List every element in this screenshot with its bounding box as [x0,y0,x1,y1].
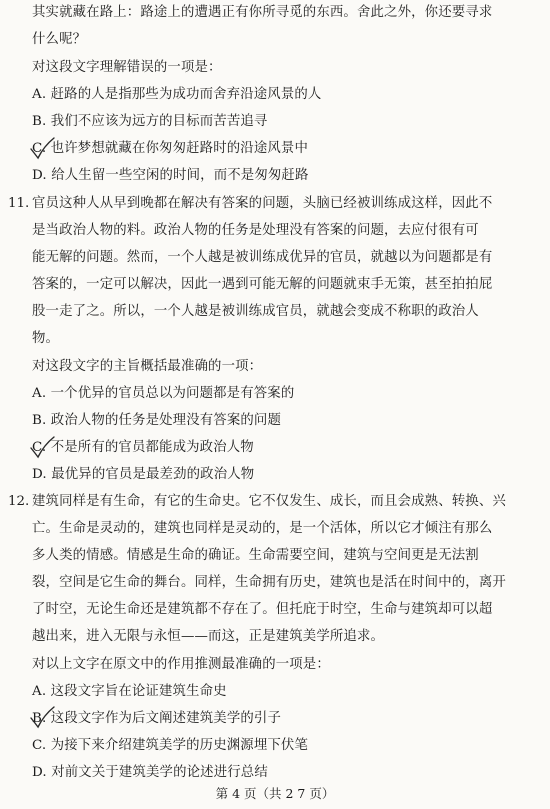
q10-passage-line-2: 什么呢？ [32,32,87,47]
q11-passage-line-2: 是当政治人物的料。政治人物的任务是处理没有答案的问题，去应付很有可 [32,223,479,238]
q10-option-c: C. 也许梦想就藏在你匆匆赶路时的沿途风景中 [32,141,309,156]
q12-option-d: D. 对前文关于建筑美学的论述进行总结 [32,765,268,780]
q12-passage-line-4: 裂，空间是它生命的舞台。同样，生命拥有历史，建筑也是活在时间中的，离开 [32,575,506,590]
q11-number: 11. [8,196,30,211]
page-footer: 第 4 页（共 2 7 页） [215,786,335,801]
q12-passage-line-6: 越出来，进入无限与永恒——而这，正是建筑美学所追求。 [32,629,385,644]
q12-option-a: A. 这段文字旨在论证建筑生命史 [32,684,227,699]
q11-passage-line-5: 股一走了之。所以，一个人越是被训练成官员，就越会变成不称职的政治人 [32,304,479,319]
q10-option-a: A. 赶路的人是指那些为成功而舍弃沿途风景的人 [32,87,322,102]
q12-passage-line-1: 建筑同样是有生命，有它的生命史。它不仅发生、成长，而且会成熟、转换、兴 [32,494,506,509]
q11-option-b: B. 政治人物的任务是处理没有答案的问题 [32,413,281,428]
q11-option-a: A. 一个优异的官员总以为问题都是有答案的 [32,386,295,401]
q12-passage-line-2: 亡。生命是灵动的，建筑也同样是灵动的，是一个活体，所以它才倾注有那么 [32,521,493,536]
q10-stem: 对这段文字理解错误的一项是： [32,60,222,75]
q12-passage-line-5: 了时空，无论生命还是建筑都不存在了。但托庇于时空，生命与建筑却可以超 [32,602,493,617]
q10-passage-line-1: 其实就藏在路上：路途上的遭遇正有你所寻觅的东西。舍此之外，你还要寻求 [32,5,493,20]
q11-passage-line-4: 答案的，一定可以解决，因此一遇到可能无解的问题就束手无策，甚至拍拍屁 [32,277,493,292]
q12-option-b: B. 这段文字作为后文阐述建筑美学的引子 [32,711,281,726]
q11-stem: 对这段文字的主旨概括最准确的一项： [32,359,263,374]
q11-passage-line-3: 能无解的问题。然而，一个人越是被训练成优异的官员，就越以为问题都是有 [32,250,493,265]
q12-option-c: C. 为接下来介绍建筑美学的历史渊源埋下伏笔 [32,738,309,753]
q11-option-c: C. 不是所有的官员都能成为政治人物 [32,440,254,455]
q12-passage-line-3: 多人类的情感。情感是生命的确证。生命需要空间，建筑与空间更是无法割 [32,548,479,563]
q11-passage-line-6: 物。 [32,331,60,346]
q10-option-d: D. 给人生留一些空闲的时间，而不是匆匆赶路 [32,168,309,183]
q12-number: 12. [8,494,30,509]
q11-option-d: D. 最优异的官员是最差劲的政治人物 [32,467,255,482]
q12-stem: 对以上文字在原文中的作用推测最准确的一项是： [32,657,330,672]
q11-passage-line-1: 官员这种人从早到晚都在解决有答案的问题，头脑已经被训练成这样，因此不 [32,196,493,211]
q10-option-b: B. 我们不应该为远方的目标而苦苦追寻 [32,114,268,129]
